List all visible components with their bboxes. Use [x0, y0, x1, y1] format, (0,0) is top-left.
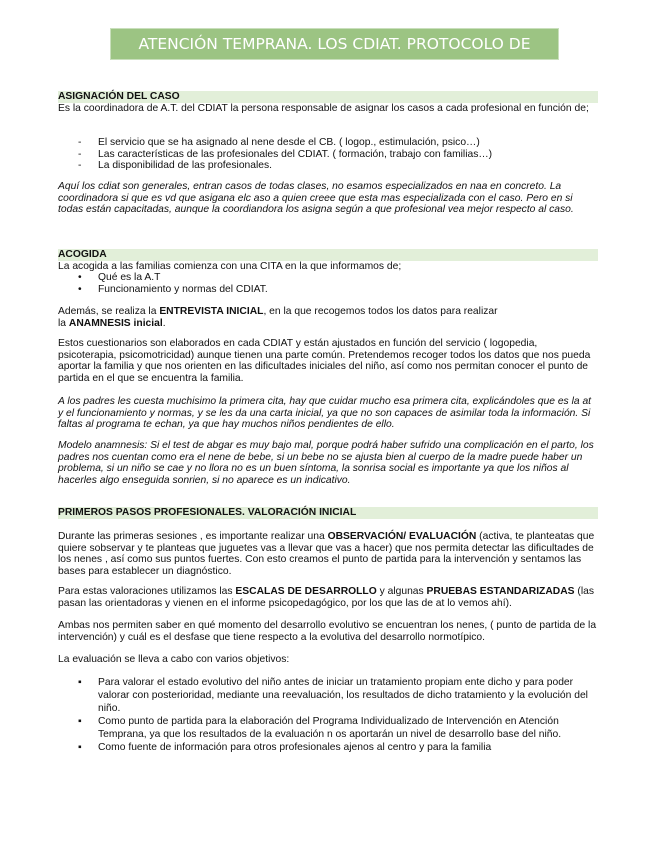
paragraph: La evaluación se lleva a cabo con varios objetivos:	[58, 654, 290, 665]
note-paragraph: Aquí los cdiat son generales, entran casos de todas clases, no esamos especializados en naa en concreto. La coordinadora si que es vd que asigana elc aso a quien creee que esta mas especializada con el caso. Pero en si todas están capacitadas, aunque la coordiandora los asigna según a que profesional vea mejor respecto al caso.	[58, 181, 574, 215]
document-title: ATENCIÓN TEMPRANA. LOS CDIAT. PROTOCOLO DE TRABAJO	[110, 28, 559, 60]
paragraph: Para estas valoraciones utilizamos las ESCALAS DE DESARROLLO y algunas PRUEBAS ESTANDARIZADAS (las pasan las orientadoras y vienen en el informe psicopedagógico, por los que las de at lo vemos ahí).	[58, 586, 594, 609]
list-item: - La disponibilidad de las profesionales.	[78, 160, 273, 171]
paragraph: Durante las primeras sesiones , es importante realizar una OBSERVACIÓN/ EVALUACIÓN (activa, te planteatas que quiere sobservar y te planteas que juguetes vas a llevar que vas a hacer) que nos permita detectar las dificultades de los nenes , así como sus puntos fuertes. Con esto creamos el punto de partida para la intervención y sentamos las bases para establecer un diagnóstico.	[58, 531, 595, 577]
section-heading-primeros-pasos: PRIMEROS PASOS PROFESIONALES. VALORACIÓN INICIAL	[58, 507, 598, 519]
list-item: ▪ Como fuente de información para otros profesionales ajenos al centro y para la familia	[78, 742, 492, 753]
list-acogida	[58, 272, 598, 295]
paragraph: Ambas nos permiten saber en qué momento del desarrollo evolutivo se encuentran los nenes, ( punto de partida de la intervención) y cuál es el desfase que tiene respecto a la evolutiva del desarrollo normotípico.	[58, 620, 597, 643]
list-item: ▪ Para valorar el estado evolutivo del niño antes de iniciar un tratamiento propiam ente dicho y para poder valorar con posterioridad, mediante una reevaluación, los resultados de dicho tratamiento y la evolución del niño.	[78, 677, 588, 714]
list-item: • Qué es la A.T	[78, 272, 161, 283]
list-item: - Las características de las profesionales del CDIAT. ( formación, trabajo con familias…)	[78, 148, 493, 160]
section-heading-acogida: ACOGIDA	[58, 249, 598, 261]
paragraph: Es la coordinadora de A.T. del CDIAT la persona responsable de asignar los casos a cada profesional en función de;	[58, 103, 589, 114]
paragraph: Además, se realiza la ENTREVISTA INICIAL, en la que recogemos todos los datos para realizar la ANAMNESIS inicial.	[58, 306, 498, 329]
paragraph: La acogida a las familias comienza con una CITA en la que informamos de;	[58, 261, 402, 272]
note-paragraph: Modelo anamnesis: Si el test de abgar es muy bajo mal, porque podrá haber sufrido una complicación en el parto, los padres nos cuentan como era el nene de bebe, si un bebe no se ajusta bien al cuerpo de la madre puede haber un problema, si un niño se cae y no llora no es un buen síntoma, la sonrisa social es importante ya que los niños al hacerles algo enseguida sonrien, si no aparece es un indicativo.	[58, 440, 594, 486]
section-heading-asignacion: ASIGNACIÓN DEL CASO	[58, 91, 598, 103]
note-paragraph: A los padres les cuesta muchisimo la primera cita, hay que cuidar mucho esa primera cita, explicándoles que es la at y el funcionamiento y normas, y se les da una carta inicial, ya que no son capaces de asimilar toda la información. Si faltas al programa te echan, ya que hay muchos niños pendientes de ello.	[58, 396, 592, 430]
list-objetivos	[58, 676, 598, 754]
paragraph: Estos cuestionarios son elaborados en cada CDIAT y están ajustados en función del servicio ( logopedia, psicoterapia, psicomotricidad) aunque tienen una parte común. Pretendemos recoger todos los datos que nos pueda aportar la familia y que nos orienten en las dificultades iniciales del niño, así como nos permitan conocer el punto de partida en el que se encuentra la familia.	[58, 338, 591, 384]
list-item: - El servicio que se ha asignado al nene desde el CB. ( logop., estimulación, psico…)	[78, 137, 480, 148]
list-item: ▪ Como punto de partida para la elaboración del Programa Individualizado de Intervención en Atención Temprana, ya que los resultados de la evaluación n os aportarán un nivel de desarrollo base del niño.	[78, 716, 562, 740]
list-item: • Funcionamiento y normas del CDIAT.	[78, 283, 268, 295]
list-asignacion	[58, 137, 598, 172]
